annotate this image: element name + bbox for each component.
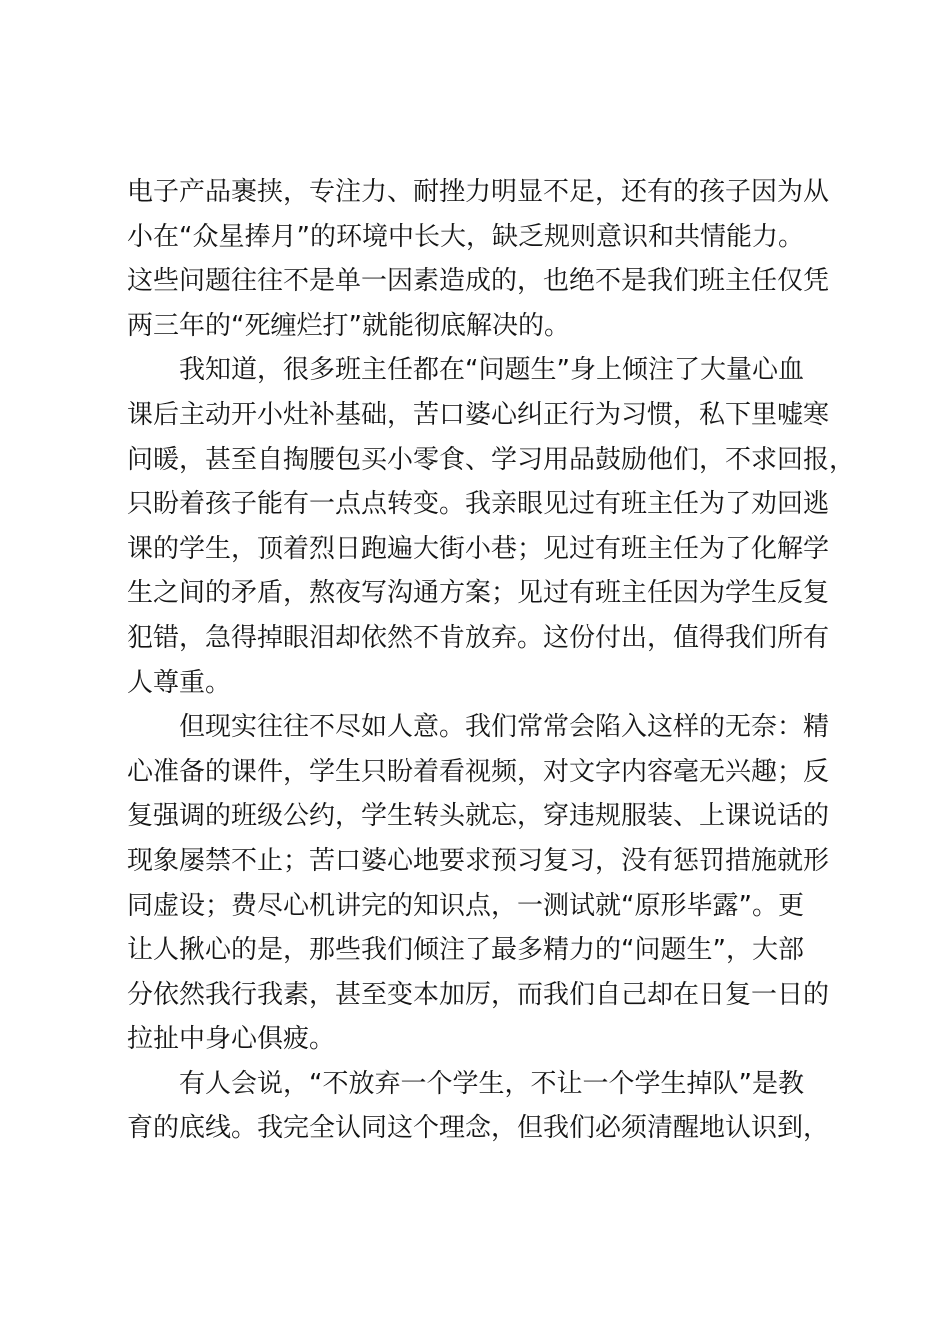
text-line: 复强调的班级公约，学生转头就忘，穿违规服装、上课说话的 (127, 801, 830, 832)
text-line: 让人揪心的是，那些我们倾注了最多精力的“问题生”，大部 (127, 935, 804, 966)
text-line: 两三年的“死缠烂打”就能彻底解决的。 (127, 310, 570, 341)
text-line: 生之间的矛盾，熬夜写沟通方案；见过有班主任因为学生反复 (127, 578, 830, 609)
text-line: 这些问题往往不是单一因素造成的，也绝不是我们班主任仅凭 (127, 266, 830, 297)
text-line: 同虚设；费尽心机讲完的知识点，一测试就“原形毕露”。更 (127, 890, 804, 921)
document-body (127, 170, 856, 1151)
text-line: 课后主动开小灶补基础，苦口婆心纠正行为习惯，私下里嘘寒 (127, 399, 830, 430)
paragraph-first-line: 有人会说，“不放弃一个学生，不让一个学生掉队”是教 (179, 1068, 804, 1099)
text-line: 心准备的课件，学生只盼着看视频，对文字内容毫无兴趣；反 (127, 756, 830, 787)
text-line: 小在“众星捧月”的环境中长大，缺乏规则意识和共情能力。 (127, 221, 804, 252)
text-line: 课的学生，顶着烈日跑遍大街小巷；见过有班主任为了化解学 (127, 533, 830, 564)
text-line: 犯错，急得掉眼泪却依然不肯放弃。这份付出，值得我们所有 (127, 622, 830, 653)
paragraph-first-line: 我知道，很多班主任都在“问题生”身上倾注了大量心血 (179, 355, 804, 386)
text-line: 电子产品裹挟，专注力、耐挫力明显不足，还有的孩子因为从 (127, 177, 830, 207)
text-line: 育的底线。我完全认同这个理念，但我们必须清醒地认识到， (127, 1113, 830, 1144)
text-line: 只盼着孩子能有一点点转变。我亲眼见过有班主任为了劝回逃 (127, 489, 830, 520)
text-line: 问暖，甚至自掏腰包买小零食、学习用品鼓励他们，不求回报， (127, 444, 856, 475)
text-line: 现象屡禁不止；苦口婆心地要求预习复习，没有惩罚措施就形 (127, 845, 830, 876)
text-line: 分依然我行我素，甚至变本加厉，而我们自己却在日复一日的 (127, 979, 830, 1010)
paragraph-first-line: 但现实往往不尽如人意。我们常常会陷入这样的无奈：精 (179, 712, 830, 743)
text-line: 人尊重。 (127, 667, 232, 698)
text-line: 拉扯中身心俱疲。 (127, 1024, 336, 1055)
